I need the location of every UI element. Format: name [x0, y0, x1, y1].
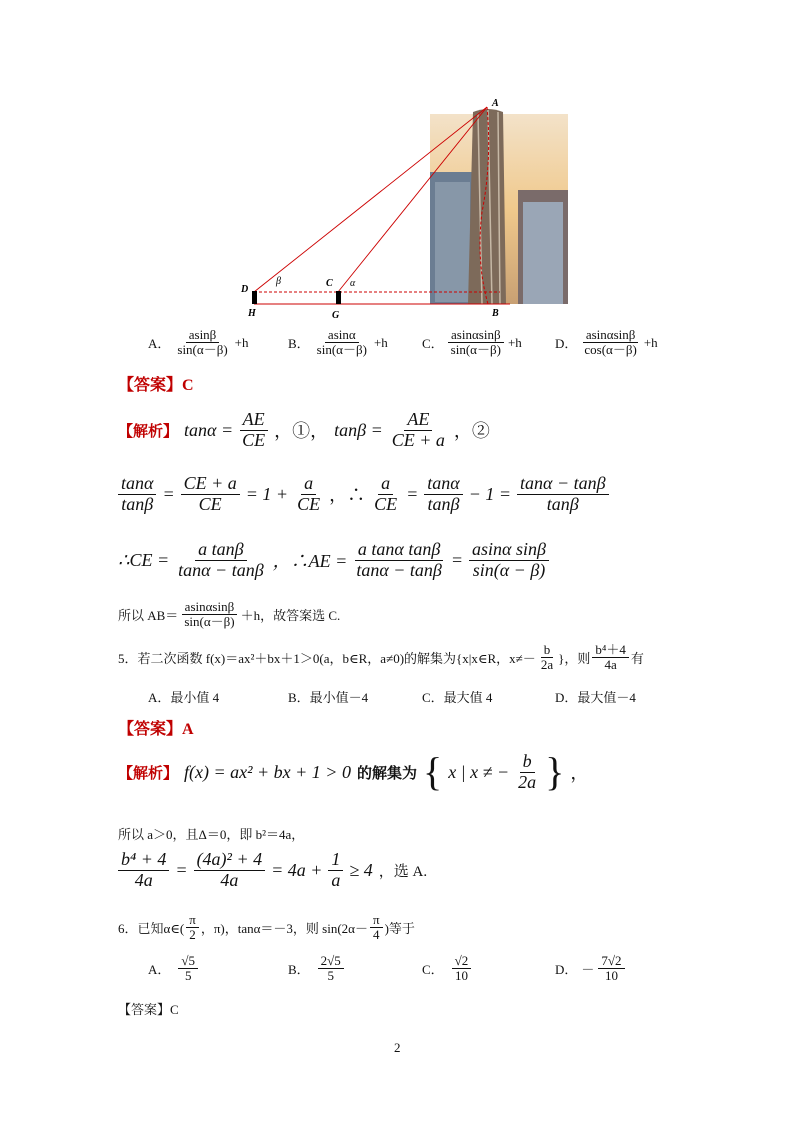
option-fraction: $\frac{asin\beta}{\sin(\alpha-\beta)}$	[177, 327, 228, 358]
q5-analysis-line-1	[118, 749, 589, 795]
q5-analysis-line-3	[118, 850, 427, 891]
q5-answer	[118, 716, 194, 739]
operator: ≥ 4	[349, 859, 373, 880]
q4-analysis-line-1	[118, 410, 490, 451]
fraction: $\frac{b}{2a}$	[518, 751, 537, 792]
q6-option-b[interactable]	[288, 954, 344, 984]
q4-option-d[interactable]	[555, 328, 658, 358]
fraction: $\frac{\text{asinα sinβ}}{\sin(\alpha - \beta)}$	[469, 540, 549, 581]
text: }，则	[558, 651, 591, 667]
separator: ，①，	[274, 421, 329, 442]
option-letter: B．	[288, 336, 310, 352]
fraction: $\frac{\pi}{4}$	[370, 913, 383, 943]
q4-option-c[interactable]	[422, 328, 522, 358]
fraction: $\frac{AE}{CE + a}$	[391, 409, 445, 450]
option-tail: +h	[234, 334, 249, 350]
option-fraction: $\frac{asin\alpha\sin\beta}{\cos(\alpha-\beta)}$	[584, 327, 637, 358]
q5-analysis-line-2: 所以 a＞0，且Δ＝0，即 b²＝4a，	[118, 827, 305, 842]
label-alpha: α	[350, 278, 356, 289]
fraction: $\frac{asin\alpha\sin\beta}{\sin(\alpha-\beta)}$	[181, 600, 237, 630]
option-tail: +h	[643, 334, 658, 350]
q6-stem	[118, 913, 415, 943]
analysis-label: 【解析】	[118, 421, 179, 440]
fraction: $\frac{a}{CE}$	[374, 473, 398, 514]
text: 所以 AB＝	[118, 608, 179, 624]
label-c: C	[326, 278, 333, 289]
q4-option-b[interactable]	[288, 328, 388, 358]
option-letter: C．	[422, 962, 444, 978]
option-fraction: $\frac{2√5}{5}$	[318, 954, 344, 984]
fraction: $\frac{AE}{CE}$	[239, 410, 268, 451]
option-tail: +h	[507, 334, 522, 350]
q4-option-a[interactable]	[148, 328, 249, 358]
operator: =	[175, 859, 188, 880]
fraction: $\frac{CE + a}{CE}$	[181, 474, 240, 515]
fraction: $\frac{\text{a tanβ}}{\tan\alpha - \tan\beta}$	[178, 539, 264, 580]
right-brace: }	[545, 749, 565, 795]
answer-label: 【答案】	[118, 1002, 171, 1017]
expr: ，∴AE =	[272, 551, 348, 572]
label-a: A	[492, 98, 499, 109]
option-letter: A．	[148, 962, 171, 978]
fraction: $\frac{\tan\alpha}{\tan\beta}$	[118, 474, 156, 515]
fraction: $\frac{\text{b⁴ + 4}}{4a}$	[118, 850, 169, 891]
label-b: B	[492, 308, 499, 319]
expr: tanα =	[184, 419, 234, 440]
q5-option-d[interactable]: D．最大值－4	[555, 690, 636, 705]
q6-option-a[interactable]	[148, 954, 198, 984]
option-tail: +h	[373, 334, 388, 350]
operator: =	[162, 483, 175, 504]
q6-option-c[interactable]	[422, 954, 471, 984]
option-fraction: $\frac{√2}{10}$	[452, 954, 472, 984]
answer-label: 【答案】	[118, 375, 183, 394]
operator: − 1 =	[468, 483, 511, 504]
fraction: $\frac{a}{CE}$	[297, 473, 321, 514]
answer-label: 【答案】	[118, 719, 183, 738]
option-letter: D．	[555, 962, 578, 978]
label-d: D	[241, 284, 249, 295]
fraction: $\frac{\text{a tanα tanβ}}{\tan\alpha - \tan\beta}$	[356, 539, 442, 580]
text: 6．已知α∈(	[118, 921, 185, 937]
text: ，π)，tanα＝－3，则 sin(2α－	[200, 921, 368, 937]
q5-option-a[interactable]: A．最小值 4	[148, 690, 220, 705]
analysis-label: 【解析】	[118, 763, 179, 782]
answer-value: C	[182, 377, 194, 394]
q6-answer	[118, 999, 179, 1018]
option-letter: B．	[288, 962, 310, 978]
q5-stem	[118, 643, 644, 673]
text: 5．若二次函数 f(x)＝ax²＋bx＋1＞0(a，b∈R，a≠0)的解集为{x|x∈R，x≠－	[118, 651, 536, 667]
pole-cg	[336, 291, 341, 304]
q6-option-d[interactable]	[555, 954, 625, 984]
option-fraction: $\frac{7√2}{10}$	[598, 954, 624, 984]
answer-value: A	[182, 721, 194, 738]
separator: ，∴	[329, 485, 366, 506]
separator: ，②	[453, 421, 490, 442]
building-figure	[230, 92, 575, 322]
fraction: $\frac{\pi}{2}$	[186, 913, 199, 943]
expr: tanβ =	[334, 419, 383, 440]
left-brace: {	[422, 749, 443, 795]
option-fraction: $\frac{asin\alpha\sin\beta}{\sin(\alpha-\beta)}$	[448, 328, 504, 358]
q5-option-c[interactable]: C．最大值 4	[422, 690, 493, 705]
option-sign: －	[581, 962, 595, 978]
answer-value: C	[170, 1002, 179, 1017]
label-h: H	[248, 308, 256, 319]
option-letter: A．	[148, 336, 171, 352]
fraction: $\frac{\tan\alpha - \tan\beta}{\tan\beta}$	[517, 474, 609, 515]
q5-option-b[interactable]: B．最小值－4	[288, 690, 369, 705]
q4-conclusion	[118, 600, 340, 630]
expr: x | x ≠ −	[448, 761, 510, 782]
q4-analysis-line-3	[118, 540, 549, 581]
text: )等于	[384, 921, 415, 937]
option-fraction: $\frac{asin\alpha}{\sin(\alpha-\beta)}$	[316, 327, 367, 358]
expr: ∴CE =	[118, 549, 170, 570]
label-g: G	[332, 310, 340, 321]
q4-analysis-line-2	[118, 474, 609, 515]
fraction: $\frac{\text{(4a)² + 4}}{4a}$	[194, 850, 266, 891]
figure-svg	[230, 92, 575, 322]
page-number: 2	[394, 1040, 401, 1055]
fraction: $\frac{\tan\alpha}{\tan\beta}$	[424, 474, 462, 515]
expr: f(x) = ax² + bx + 1 > 0	[184, 761, 351, 782]
q4-answer	[118, 372, 194, 395]
text: ＋h，故答案选 C.	[240, 608, 341, 624]
text: 有	[630, 651, 644, 667]
operator: =	[406, 483, 419, 504]
option-letter: C．	[422, 336, 444, 352]
option-letter: D．	[555, 336, 578, 352]
option-fraction: $\frac{√5}{5}$	[178, 954, 198, 984]
text: 的解集为	[356, 763, 417, 782]
operator: =	[450, 549, 464, 570]
text: ，选 A.	[378, 863, 428, 880]
fraction: $\frac{b}{2a}$	[540, 642, 554, 673]
operator: = 4a +	[271, 859, 323, 880]
label-beta: β	[276, 276, 281, 287]
pole-dh	[252, 291, 257, 304]
operator: = 1 +	[245, 483, 289, 504]
separator: ，	[570, 763, 589, 784]
fraction: $\frac{1}{a}$	[328, 850, 343, 891]
fraction: $\frac{\text{b⁴＋4}}{4a}$	[592, 643, 629, 673]
